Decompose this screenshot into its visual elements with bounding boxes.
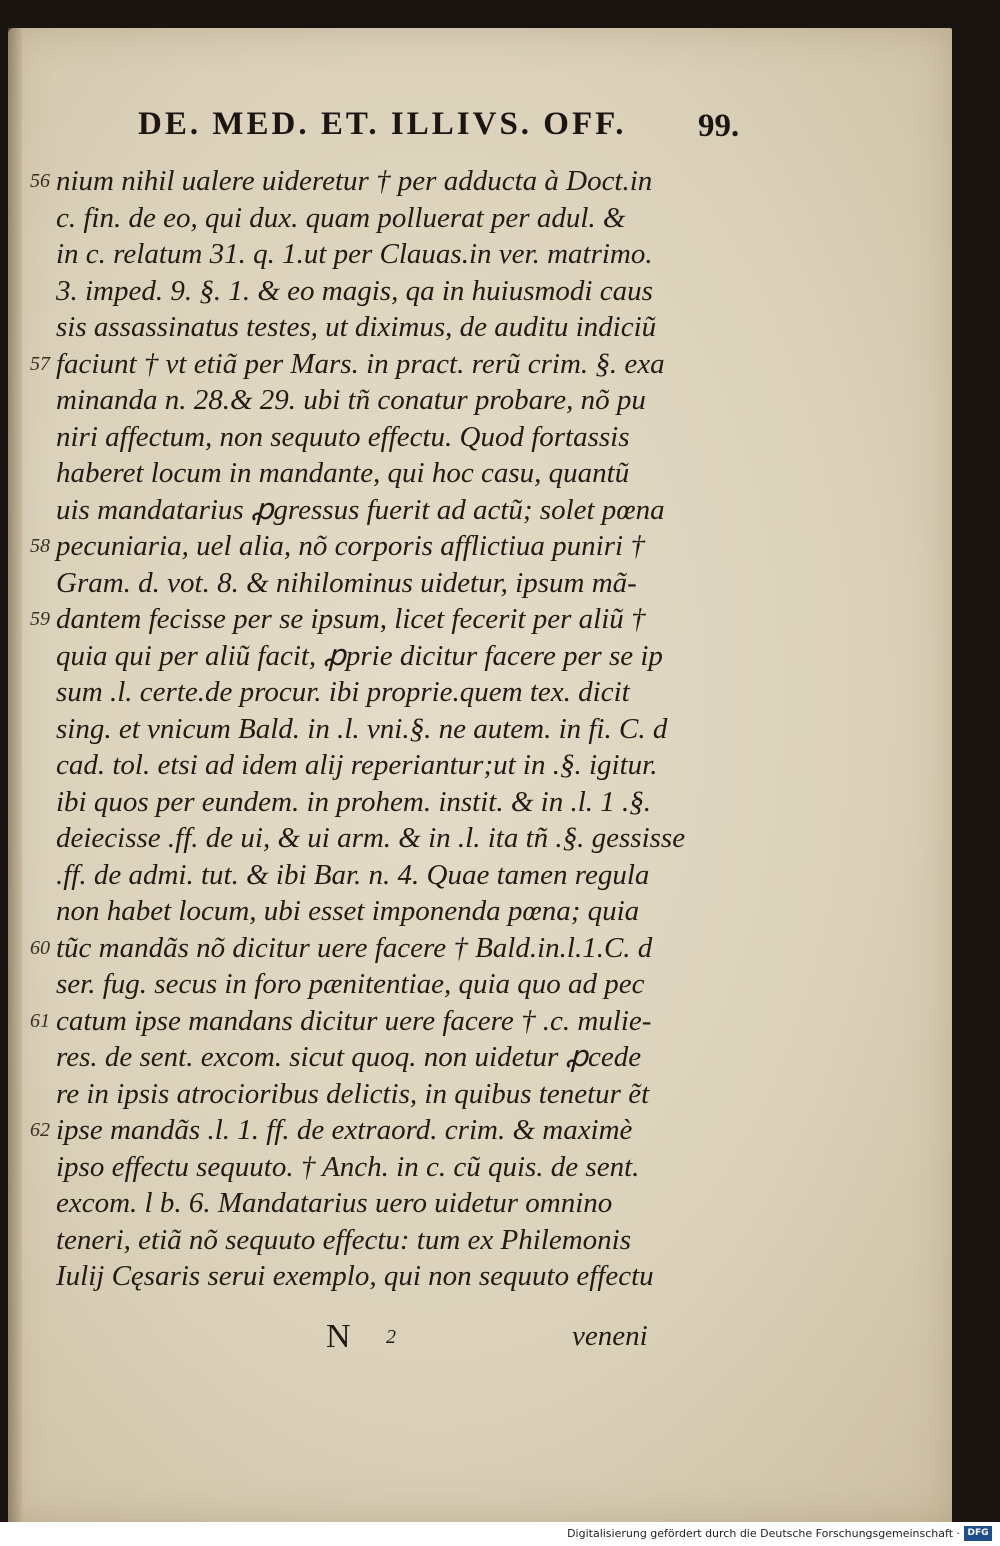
line-text: quia qui per aliũ facit, ꝓprie dicitur facere per se ip xyxy=(56,639,663,672)
catchword: veneni xyxy=(572,1320,648,1352)
text-line xyxy=(30,346,796,383)
line-text: sum .l. certe.de procur. ibi proprie.quem tex. dicit xyxy=(56,676,630,708)
line-text: faciunt † vt etiã per Mars. in pract. rerũ crim. §. exa xyxy=(56,347,665,380)
folio-number: 99. xyxy=(698,108,740,144)
line-text: c. fin. de eo, qui dux. quam polluerat per adul. & xyxy=(56,201,626,234)
credit-bar xyxy=(0,1522,1000,1546)
line-text: cad. tol. etsi ad idem alij reperiantur;ut in .§. igitur. xyxy=(56,749,658,781)
marginal-note-number: 57 xyxy=(30,352,50,375)
text-line xyxy=(30,1112,796,1149)
text-line xyxy=(56,273,796,310)
text-line xyxy=(30,1003,796,1040)
line-text: re in ipsis atrocioribus delictis, in quibus tenetur ẽt xyxy=(56,1077,650,1110)
line-text: non habet locum, ubi esset imponenda pœna; quia xyxy=(56,895,640,927)
text-block xyxy=(30,163,796,1295)
page-gutter-edge xyxy=(8,28,22,1522)
marginal-note-number: 56 xyxy=(30,170,50,192)
text-line xyxy=(30,528,796,565)
text-line xyxy=(56,966,796,1003)
line-text: niri affectum, non sequuto effectu. Quod fortassis xyxy=(56,420,630,453)
text-line xyxy=(56,1258,796,1295)
line-text: Iulij Cęsaris serui exemplo, qui non sequuto effectu xyxy=(56,1260,654,1292)
text-line xyxy=(56,236,796,273)
text-line xyxy=(56,200,796,237)
text-line xyxy=(56,309,796,346)
text-line xyxy=(56,857,796,894)
text-line xyxy=(56,382,796,419)
text-line xyxy=(30,163,796,200)
text-line xyxy=(56,565,796,602)
signature-number: 2 xyxy=(386,1326,396,1348)
marginal-note-number: 60 xyxy=(30,936,50,959)
line-text: sis assassinatus testes, ut diximus, de auditu indiciũ xyxy=(56,311,657,343)
text-line xyxy=(56,674,796,711)
line-text: pecuniaria, uel alia, nõ corporis afflictiua puniri † xyxy=(56,530,645,562)
line-text: haberet locum in mandante, qui hoc casu, quantũ xyxy=(56,457,630,489)
text-line xyxy=(30,601,796,638)
line-text: tũc mandãs nõ dicitur uere facere † Bald.in.l.1.C. d xyxy=(56,931,653,964)
marginal-note-number: 59 xyxy=(30,608,50,630)
line-text: dantem fecisse per se ipsum, licet fecerit per aliũ † xyxy=(56,603,646,635)
line-text: ipse mandãs .l. 1. ff. de extraord. crim. & maximè xyxy=(56,1114,633,1146)
marginal-note-number: 61 xyxy=(30,1009,50,1032)
funding-credit: Digitalisierung gefördert durch die Deutsche Forschungsgemeinschaft · xyxy=(567,1527,960,1540)
running-head: DE. MED. ET. ILLIVS. OFF. xyxy=(138,106,627,142)
text-line xyxy=(56,1039,796,1076)
line-text: uis mandatarius ꝓgressus fuerit ad actũ; solet pœna xyxy=(56,493,665,526)
text-line xyxy=(56,1185,796,1222)
line-text: sing. et vnicum Bald. in .l. vni.§. ne autem. in fi. C. d xyxy=(56,712,668,745)
line-text: res. de sent. excom. sicut quoq. non uidetur ꝓcede xyxy=(56,1041,642,1073)
text-line xyxy=(30,930,796,967)
signature-mark: N xyxy=(326,1318,351,1355)
line-text: .ff. de admi. tut. & ibi Bar. n. 4. Quae tamen regula xyxy=(56,858,650,891)
line-text: Gram. d. vot. 8. & nihilominus uidetur, ipsum mã- xyxy=(56,566,637,599)
marginal-note-number: 62 xyxy=(30,1119,50,1141)
marginal-note-number: 58 xyxy=(30,535,50,557)
book-page xyxy=(8,28,952,1522)
line-text: 3. imped. 9. §. 1. & eo magis, qa in huiusmodi caus xyxy=(56,274,653,307)
line-text: minanda n. 28.& 29. ubi tñ conatur probare, nõ pu xyxy=(56,384,646,416)
text-line xyxy=(56,1149,796,1186)
text-line xyxy=(56,1076,796,1113)
line-text: catum ipse mandans dicitur uere facere † .c. mulie- xyxy=(56,1004,652,1037)
text-line xyxy=(56,747,796,784)
line-text: nium nihil ualere uideretur † per adducta à Doct.in xyxy=(56,165,653,197)
text-line xyxy=(56,455,796,492)
line-text: ipso effectu sequuto. † Anch. in c. cũ quis. de sent. xyxy=(56,1150,640,1183)
line-text: teneri, etiã nõ sequuto effectu: tum ex Philemonis xyxy=(56,1223,632,1256)
line-text: excom. l b. 6. Mandatarius uero uidetur omnino xyxy=(56,1187,613,1219)
line-text: ibi quos per eundem. in prohem. instit. & in .l. 1 .§. xyxy=(56,785,652,818)
line-text: ser. fug. secus in foro pænitentiae, quia quo ad pec xyxy=(56,968,645,1000)
line-text: in c. relatum 31. q. 1.ut per Clauas.in ver. matrimo. xyxy=(56,238,653,270)
text-line xyxy=(56,784,796,821)
text-line xyxy=(56,638,796,675)
dfg-logo: DFG xyxy=(964,1526,992,1541)
text-line xyxy=(56,419,796,456)
text-line xyxy=(56,820,796,857)
text-line xyxy=(56,1222,796,1259)
page-footer xyxy=(326,1318,686,1358)
text-line xyxy=(56,893,796,930)
line-text: deiecisse .ff. de ui, & ui arm. & in .l. ita tñ .§. gessisse xyxy=(56,822,686,854)
text-line xyxy=(56,711,796,748)
text-line xyxy=(56,492,796,529)
